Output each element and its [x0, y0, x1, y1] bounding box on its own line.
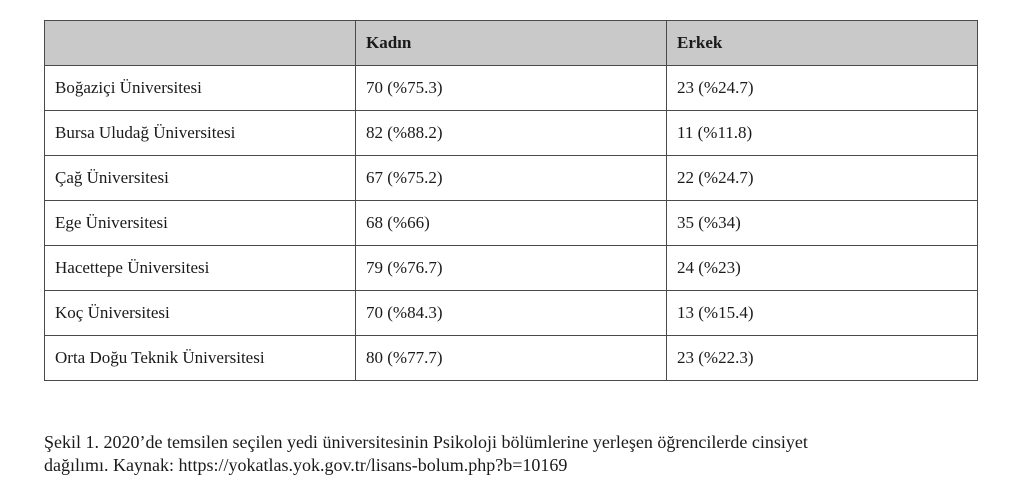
cell-kadin: 70 (%75.3): [356, 66, 667, 111]
cell-kadin: 82 (%88.2): [356, 111, 667, 156]
cell-university: Hacettepe Üniversitesi: [45, 246, 356, 291]
cell-university: Koç Üniversitesi: [45, 291, 356, 336]
header-kadin: Kadın: [356, 21, 667, 66]
cell-erkek: 13 (%15.4): [667, 291, 978, 336]
cell-erkek: 22 (%24.7): [667, 156, 978, 201]
cell-erkek: 11 (%11.8): [667, 111, 978, 156]
cell-kadin: 68 (%66): [356, 201, 667, 246]
cell-university: Çağ Üniversitesi: [45, 156, 356, 201]
gender-distribution-table: [44, 20, 978, 381]
table-row: [45, 66, 978, 111]
table-row: [45, 201, 978, 246]
cell-erkek: 23 (%24.7): [667, 66, 978, 111]
cell-university: Ege Üniversitesi: [45, 201, 356, 246]
table-header-row: [45, 21, 978, 66]
caption-line-2: dağılımı. Kaynak: https://yokatlas.yok.gov.tr/lisans-bolum.php?b=10169: [44, 455, 568, 475]
cell-erkek: 35 (%34): [667, 201, 978, 246]
table-row: [45, 156, 978, 201]
cell-kadin: 80 (%77.7): [356, 336, 667, 381]
cell-university: Boğaziçi Üniversitesi: [45, 66, 356, 111]
table-row: [45, 336, 978, 381]
cell-erkek: 23 (%22.3): [667, 336, 978, 381]
cell-kadin: 67 (%75.2): [356, 156, 667, 201]
cell-kadin: 79 (%76.7): [356, 246, 667, 291]
table-row: [45, 291, 978, 336]
table-row: [45, 246, 978, 291]
header-erkek: Erkek: [667, 21, 978, 66]
cell-kadin: 70 (%84.3): [356, 291, 667, 336]
table-row: [45, 111, 978, 156]
cell-university: Orta Doğu Teknik Üniversitesi: [45, 336, 356, 381]
header-university: [45, 21, 356, 66]
caption-line-1: Şekil 1. 2020’de temsilen seçilen yedi üniversitesinin Psikoloji bölümlerine yerleşen öğrencilerde cinsiyet: [44, 432, 808, 452]
figure-caption: [44, 431, 974, 477]
cell-university: Bursa Uludağ Üniversitesi: [45, 111, 356, 156]
cell-erkek: 24 (%23): [667, 246, 978, 291]
